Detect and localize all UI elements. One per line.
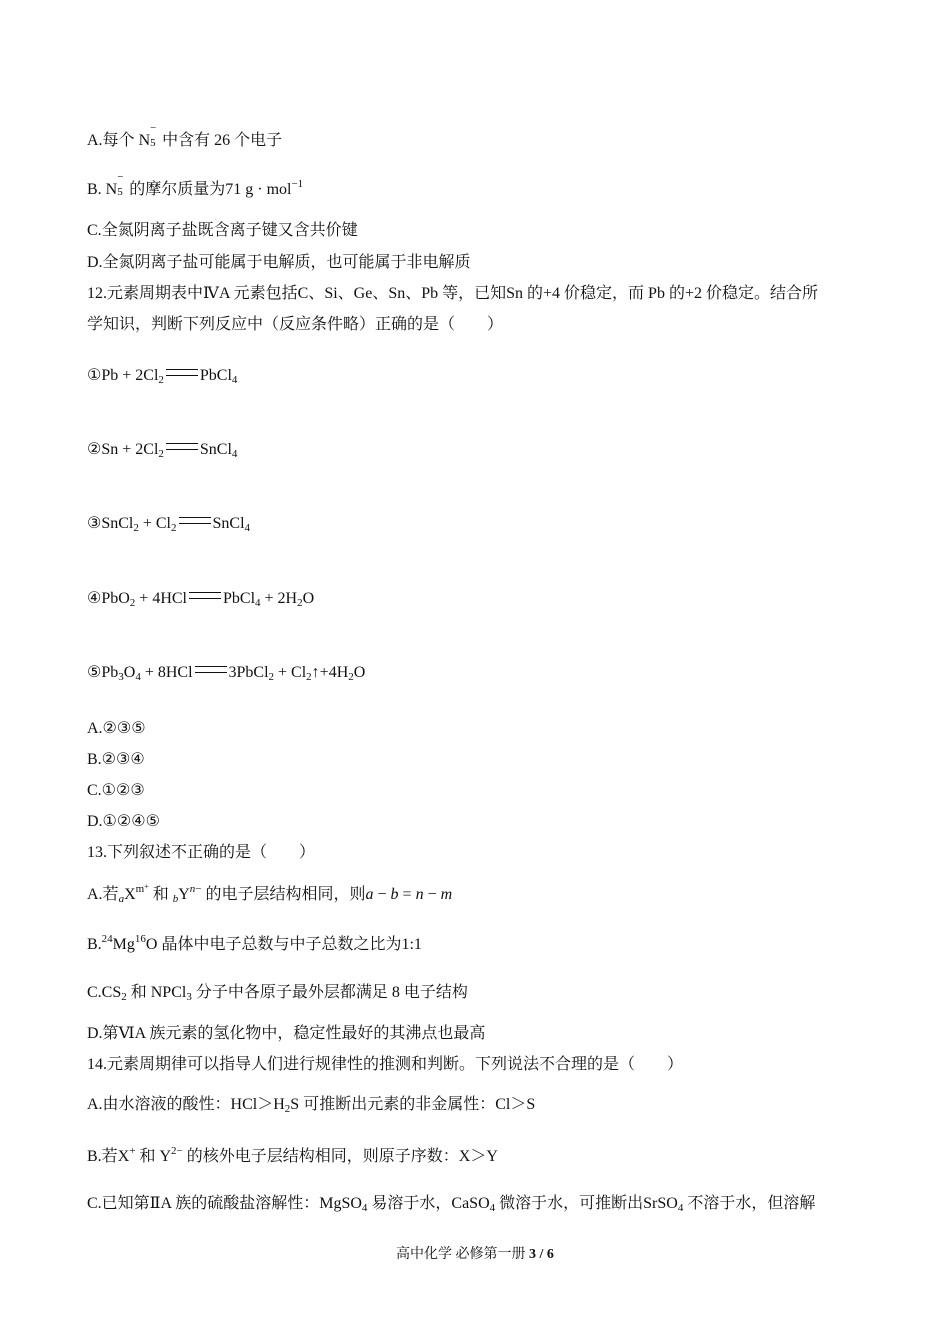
option-12b: B.②③④ xyxy=(87,751,145,768)
reaction-2: ②Sn + $2Cl_2$ SnCl$_4$ xyxy=(87,441,238,460)
question-12-stem-line2: 学知识，判断下列反应中（反应条件略）正确的是（ ） xyxy=(87,316,504,333)
equals-sign xyxy=(166,443,198,450)
reaction-1: ①Pb + $2Cl_2$ PbCl$_4$ xyxy=(87,367,238,386)
option-12a: A.②③⑤ xyxy=(87,720,146,737)
gas-arrow-icon: ↑ xyxy=(311,664,320,681)
reaction-4: ④PbO$_2$ + 4HCl PbCl$_4$ + $2H_2O$ xyxy=(87,590,315,609)
page-footer: 高中化学 必修第一册 3 / 6 xyxy=(396,1247,554,1262)
question-14-stem: 14.元素周期律可以指导人们进行规律性的推测和判断。下列说法不合理的是（ ） xyxy=(87,1056,684,1073)
question-13-stem: 13.下列叙述不正确的是（ ） xyxy=(87,844,316,861)
option-13b: B.$^{24}$Mg$^{16}$O 晶体中电子总数与中子总数之比为1:1 xyxy=(87,933,422,953)
equals-sign xyxy=(179,517,211,524)
equals-sign xyxy=(189,592,221,599)
option-11a: A.每个 N − 5 中含有 26 个电子 xyxy=(87,122,283,149)
option-14c: C.已知第ⅡA 族的硫酸盐溶解性：MgSO$_4$ 易溶于水，CaSO$_4$ 微溶于水，可推断出SrSO$_4$ 不溶于水，但溶解 xyxy=(87,1195,816,1214)
reaction-3: ③SnCl$_2$ + $Cl_2$ SnCl$_4$ xyxy=(87,515,251,534)
equals-sign xyxy=(166,369,198,376)
reaction-5: $⑤Pb_3O_4 + 8HCl$ 3PbCl$_2$ + $Cl_2↑+4H_2O$ xyxy=(87,664,366,683)
question-12-stem-line1: 12.元素周期表中ⅣA 元素包括C、Si、Ge、Sn、Pb 等，已知Sn 的+4 价稳定，而 Pb 的+2 价稳定。结合所 xyxy=(87,285,818,302)
option-11d: D.全氮阴离子盐可能属于电解质，也可能属于非电解质 xyxy=(87,254,471,271)
option-12c: C.①②③ xyxy=(87,782,145,799)
option-11c: C.全氮阴离子盐既含离子键又含共价键 xyxy=(87,222,358,239)
option-14a: A.由水溶液的酸性：$HCl>H_2S$ 可推断出元素的非金属性：Cl＞S xyxy=(87,1096,536,1115)
option-11b: B. N − 5 的摩尔质量为71 g · mol$^{-1}$ xyxy=(87,171,304,198)
option-12d: D.①②④⑤ xyxy=(87,813,160,830)
option-14b: B.若X+ 和 $Y^{2-}$ 的核外电子层结构相同，则原子序数：X＞Y xyxy=(87,1145,498,1165)
equals-sign xyxy=(195,666,227,673)
option-13a: A.若$_aX^{m^+}$ 和 $_bY^{n-}$ 的电子层结构相同，则a − b = n − m xyxy=(87,882,453,905)
page-number: 3 / 6 xyxy=(529,1247,554,1262)
option-13d: D.第ⅥA 族元素的氢化物中，稳定性最好的其沸点也最高 xyxy=(87,1025,486,1042)
option-13c: $C.CS_2$ 和 NPCl$_3$ 分子中各原子最外层都满足 8 电子结构 xyxy=(87,984,468,1003)
